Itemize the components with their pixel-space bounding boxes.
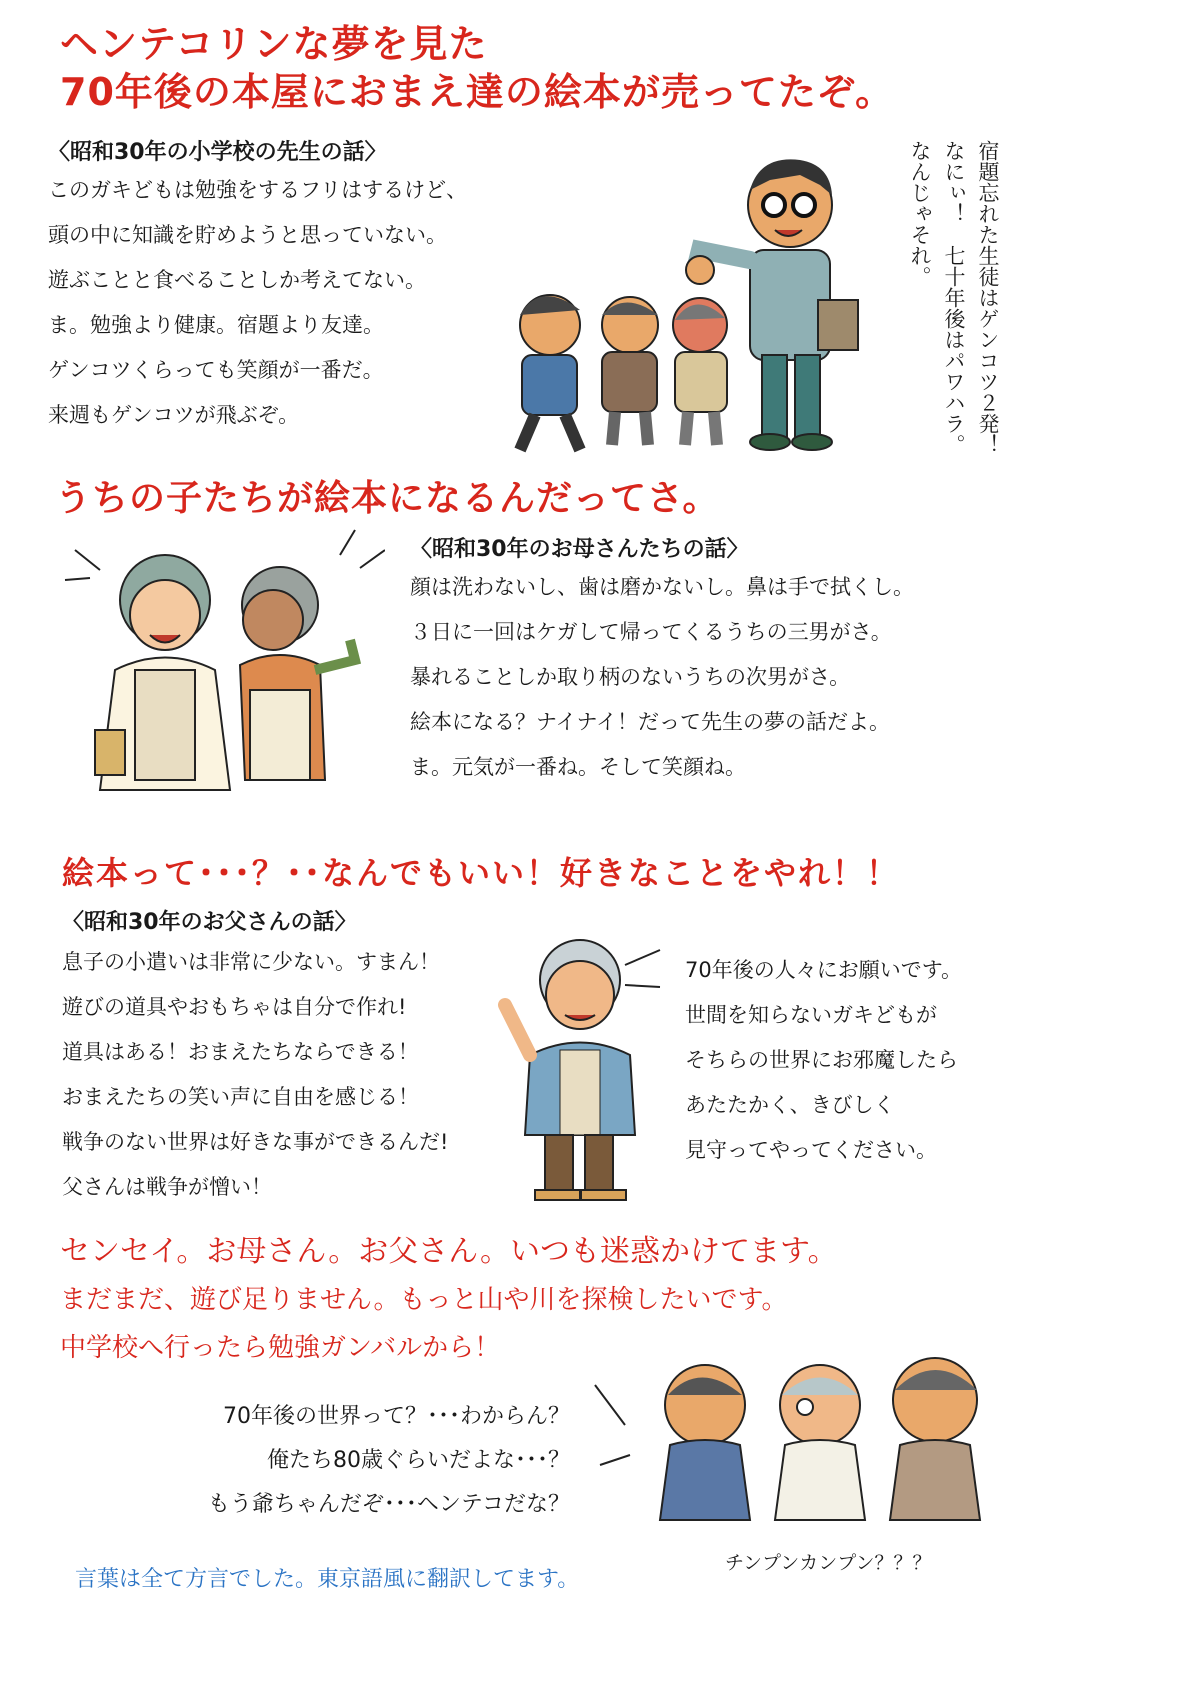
mother-figure-2 (240, 567, 355, 780)
kid-figure-2 (775, 1365, 865, 1520)
mothers-line: ３日に一回はケガして帰ってくるうちの三男がさ。 (410, 620, 892, 644)
teacher-line: 来週もゲンコツが飛ぶぞ。 (48, 403, 300, 427)
teacher-line: ま。勉強より健康。宿題より友達。 (48, 313, 384, 337)
kids-puzzled-caption: チンプンカンプン？？？ (725, 1552, 932, 1574)
student-figure-2 (602, 297, 658, 445)
father-line: おまえたちの笑い声に自由を感じる！ (62, 1085, 419, 1109)
teacher-text (48, 168, 467, 438)
student-figure-3 (673, 298, 727, 445)
father-line: 遊びの道具やおもちゃは自分で作れ! (62, 995, 407, 1019)
kids-message-line: まだまだ、遊び足りません。もっと山や川を探検したいです。 (60, 1285, 788, 1315)
student-figure-1 (520, 295, 580, 450)
mothers-heading: 〈昭和30年のお母さんたちの話〉 (410, 537, 749, 562)
speech-line: 宿題忘れた生徒はゲンコツ２発！ (976, 140, 1000, 455)
speech-line: なんじゃそれ。 (908, 140, 932, 287)
mothers-line: 暴れることしか取り柄のないうちの次男がさ。 (410, 665, 851, 689)
father-illustration (485, 925, 685, 1215)
speech-line: なにぃ！ 七十年後はパワハラ。 (942, 140, 966, 455)
father-line: 息子の小遣いは非常に少ない。すまん！ (62, 950, 440, 974)
father-heading: 〈昭和30年のお父さんの話〉 (62, 910, 357, 935)
title-line-2: 70年後の本屋におまえ達の絵本が売ってたぞ。 (60, 70, 895, 114)
mothers-text (410, 565, 914, 790)
kid-figure-1 (660, 1365, 750, 1520)
kid-figure-3 (890, 1358, 980, 1520)
father-line: 父さんは戦争が憎い！ (62, 1175, 272, 1199)
teacher-line: 遊ぶことと食べることしか考えてない。 (48, 268, 426, 292)
mothers-line: ま。元気が一番ね。そして笑顔ね。 (410, 755, 746, 779)
teacher-line: ゲンコツくらっても笑顔が一番だ。 (48, 358, 384, 382)
request-line: そちらの世界にお邪魔したら (685, 1048, 958, 1072)
father-banner: 絵本って･･･？･･なんでもいい！好きなことをやれ！！ (62, 854, 901, 892)
father-line: 道具はある！おまえたちならできる！ (62, 1040, 419, 1064)
mothers-line: 絵本になる？ナイナイ！だって先生の夢の話だよ。 (410, 710, 891, 734)
kids-message-line: センセイ。お母さん。お父さん。いつも迷惑かけてます。 (60, 1234, 838, 1269)
father-request (685, 948, 962, 1173)
mothers-illustration (55, 520, 385, 820)
father-text (62, 940, 448, 1210)
kids-talk-line: もう爺ちゃんだぞ･･･ヘンテコだな？ (207, 1492, 570, 1517)
father-line: 戦争のない世界は好きな事ができるんだ! (62, 1130, 449, 1154)
teacher-line: このガキどもは勉強をするフリはするけど、 (48, 178, 468, 202)
kids-talk-line: 70年後の世界って？･･･わからん？ (223, 1404, 570, 1429)
kids-message-line: 中学校へ行ったら勉強ガンバルから！ (60, 1333, 501, 1363)
mothers-line: 顔は洗わないし、歯は磨かないし。鼻は手で拭くし。 (410, 575, 914, 599)
page-title (60, 20, 894, 116)
teacher-line: 頭の中に知識を貯めようと思っていない。 (48, 223, 447, 247)
kids-talk-line: 俺たち80歳ぐらいだよな･･･？ (267, 1448, 570, 1473)
request-line: あたたかく、きびしく (685, 1093, 895, 1117)
request-line: 世間を知らないガキどもが (685, 1003, 937, 1027)
teacher-speech (905, 140, 1003, 520)
teacher-students-illustration (500, 130, 890, 460)
request-line: 見守ってやってください。 (685, 1138, 937, 1162)
kids-illustration (590, 1345, 1030, 1535)
mothers-banner: うちの子たちが絵本になるんだってさ。 (55, 478, 720, 519)
mother-figure-1 (95, 555, 230, 790)
teacher-heading: 〈昭和30年の小学校の先生の話〉 (48, 140, 387, 165)
title-line-1: ヘンテコリンな夢を見た (60, 22, 488, 66)
footer-note: 言葉は全て方言でした。東京語風に翻訳してます。 (75, 1567, 580, 1592)
kids-talk (170, 1395, 570, 1527)
request-line: 70年後の人々にお願いです。 (685, 958, 963, 982)
